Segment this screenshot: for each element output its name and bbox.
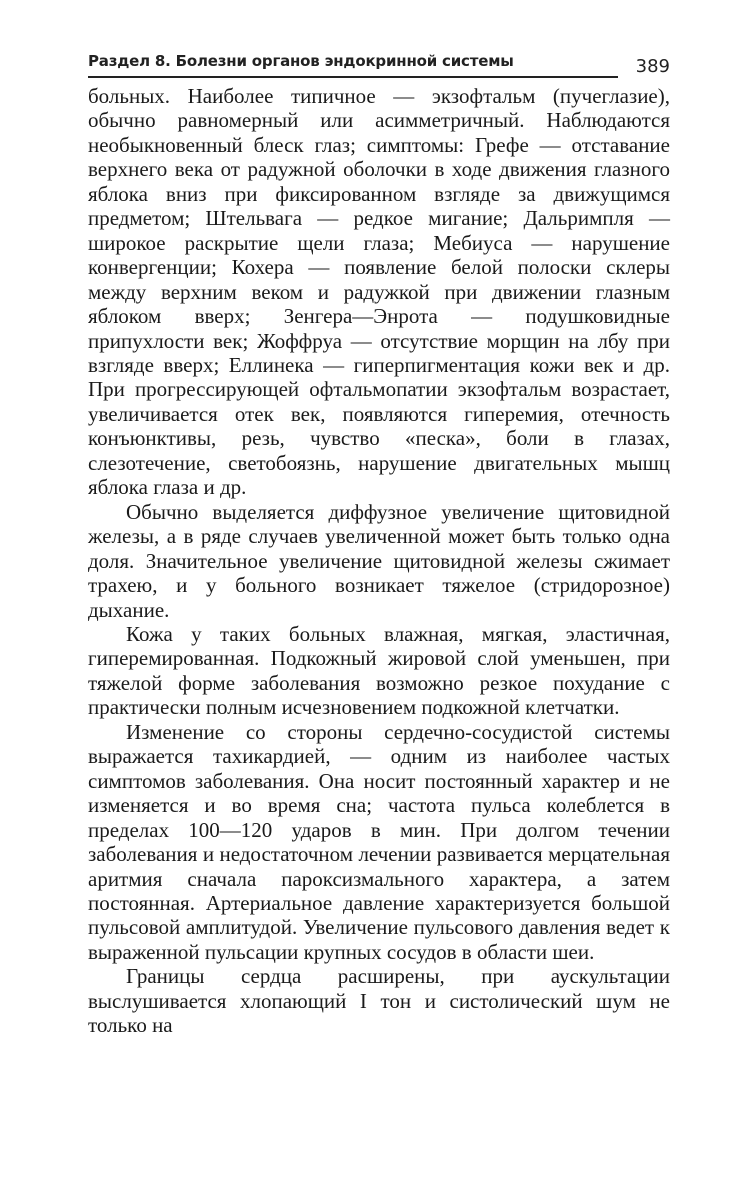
header-rule bbox=[88, 76, 618, 78]
running-head bbox=[88, 46, 670, 80]
paragraph-cardiovascular: Изменение со стороны сердечно-сосудистой системы выражается тахикардией, — одним из наиболее частых симптомов заболевания. Она носит постоянный характер и не изменяется и во время сна; частота пульса колеблется в пределах 100—120 ударов в мин. При долгом течении заболевания и недостаточном лечении развивается мерцательная аритмия сначала пароксизмального характера, а затем постоянная. Артериальное давление характеризуется большой пульсовой амплитудой. Увеличение пульсового давления ведет к выраженной пульсации крупных сосудов в области шеи. bbox=[88, 719, 670, 964]
body-text bbox=[88, 84, 670, 1038]
paragraph-skin: Кожа у таких больных влажная, мягкая, эластичная, гиперемированная. Подкожный жировой слой уменьшен, при тяжелой форме заболевания возможно резкое похудание с практически полным исчезновением подкожной клетчатки. bbox=[88, 621, 670, 720]
paragraph-eye-symptoms: больных. Наиболее типичное — экзофтальм (пучеглазие), обычно равномерный или асимметричный. Наблюдаются необыкновенный блеск глаз; симптомы: Грефе — отставание верхнего века от радужной оболочки в ходе движения глазного яблока вниз при фиксированном взгляде за движущимся предметом; Штельвага — редкое мигание; Дальримпля — широкое раскрытие щели глаза; Мебиуса — нарушение конвергенции; Кохера — появление белой полоски склеры между верхним веком и радужкой при движении глазным яблоком вверх; Зенгера—Энрота — подушковидные припухлости век; Жоффруа — отсутствие морщин на лбу при взгляде вверх; Еллинека — гиперпигментация кожи век и др. При прогрессирующей офтальмопатии экзофтальм возрастает, увеличивается отек век, появляются гиперемия, отечность конъюнктивы, резь, чувство «песка», боли в глазах, слезотечение, светобоязнь, нарушение двигательных мышц яблока глаза и др. bbox=[88, 84, 670, 500]
section-title: Раздел 8. Болезни органов эндокринной системы bbox=[88, 52, 514, 70]
page-number: 389 bbox=[635, 56, 670, 77]
paragraph-thyroid-enlargement: Обычно выделяется диффузное увеличение щитовидной железы, а в ряде случаев увеличенной может быть только одна доля. Значительное увеличение щитовидной железы сжимает трахею, и у больного возникает тяжелое (стридорозное) дыхание. bbox=[88, 499, 670, 622]
paragraph-heart-borders: Границы сердца расширены, при аускультации выслушивается хлопающий I тон и систолический шум не только на bbox=[88, 964, 670, 1038]
